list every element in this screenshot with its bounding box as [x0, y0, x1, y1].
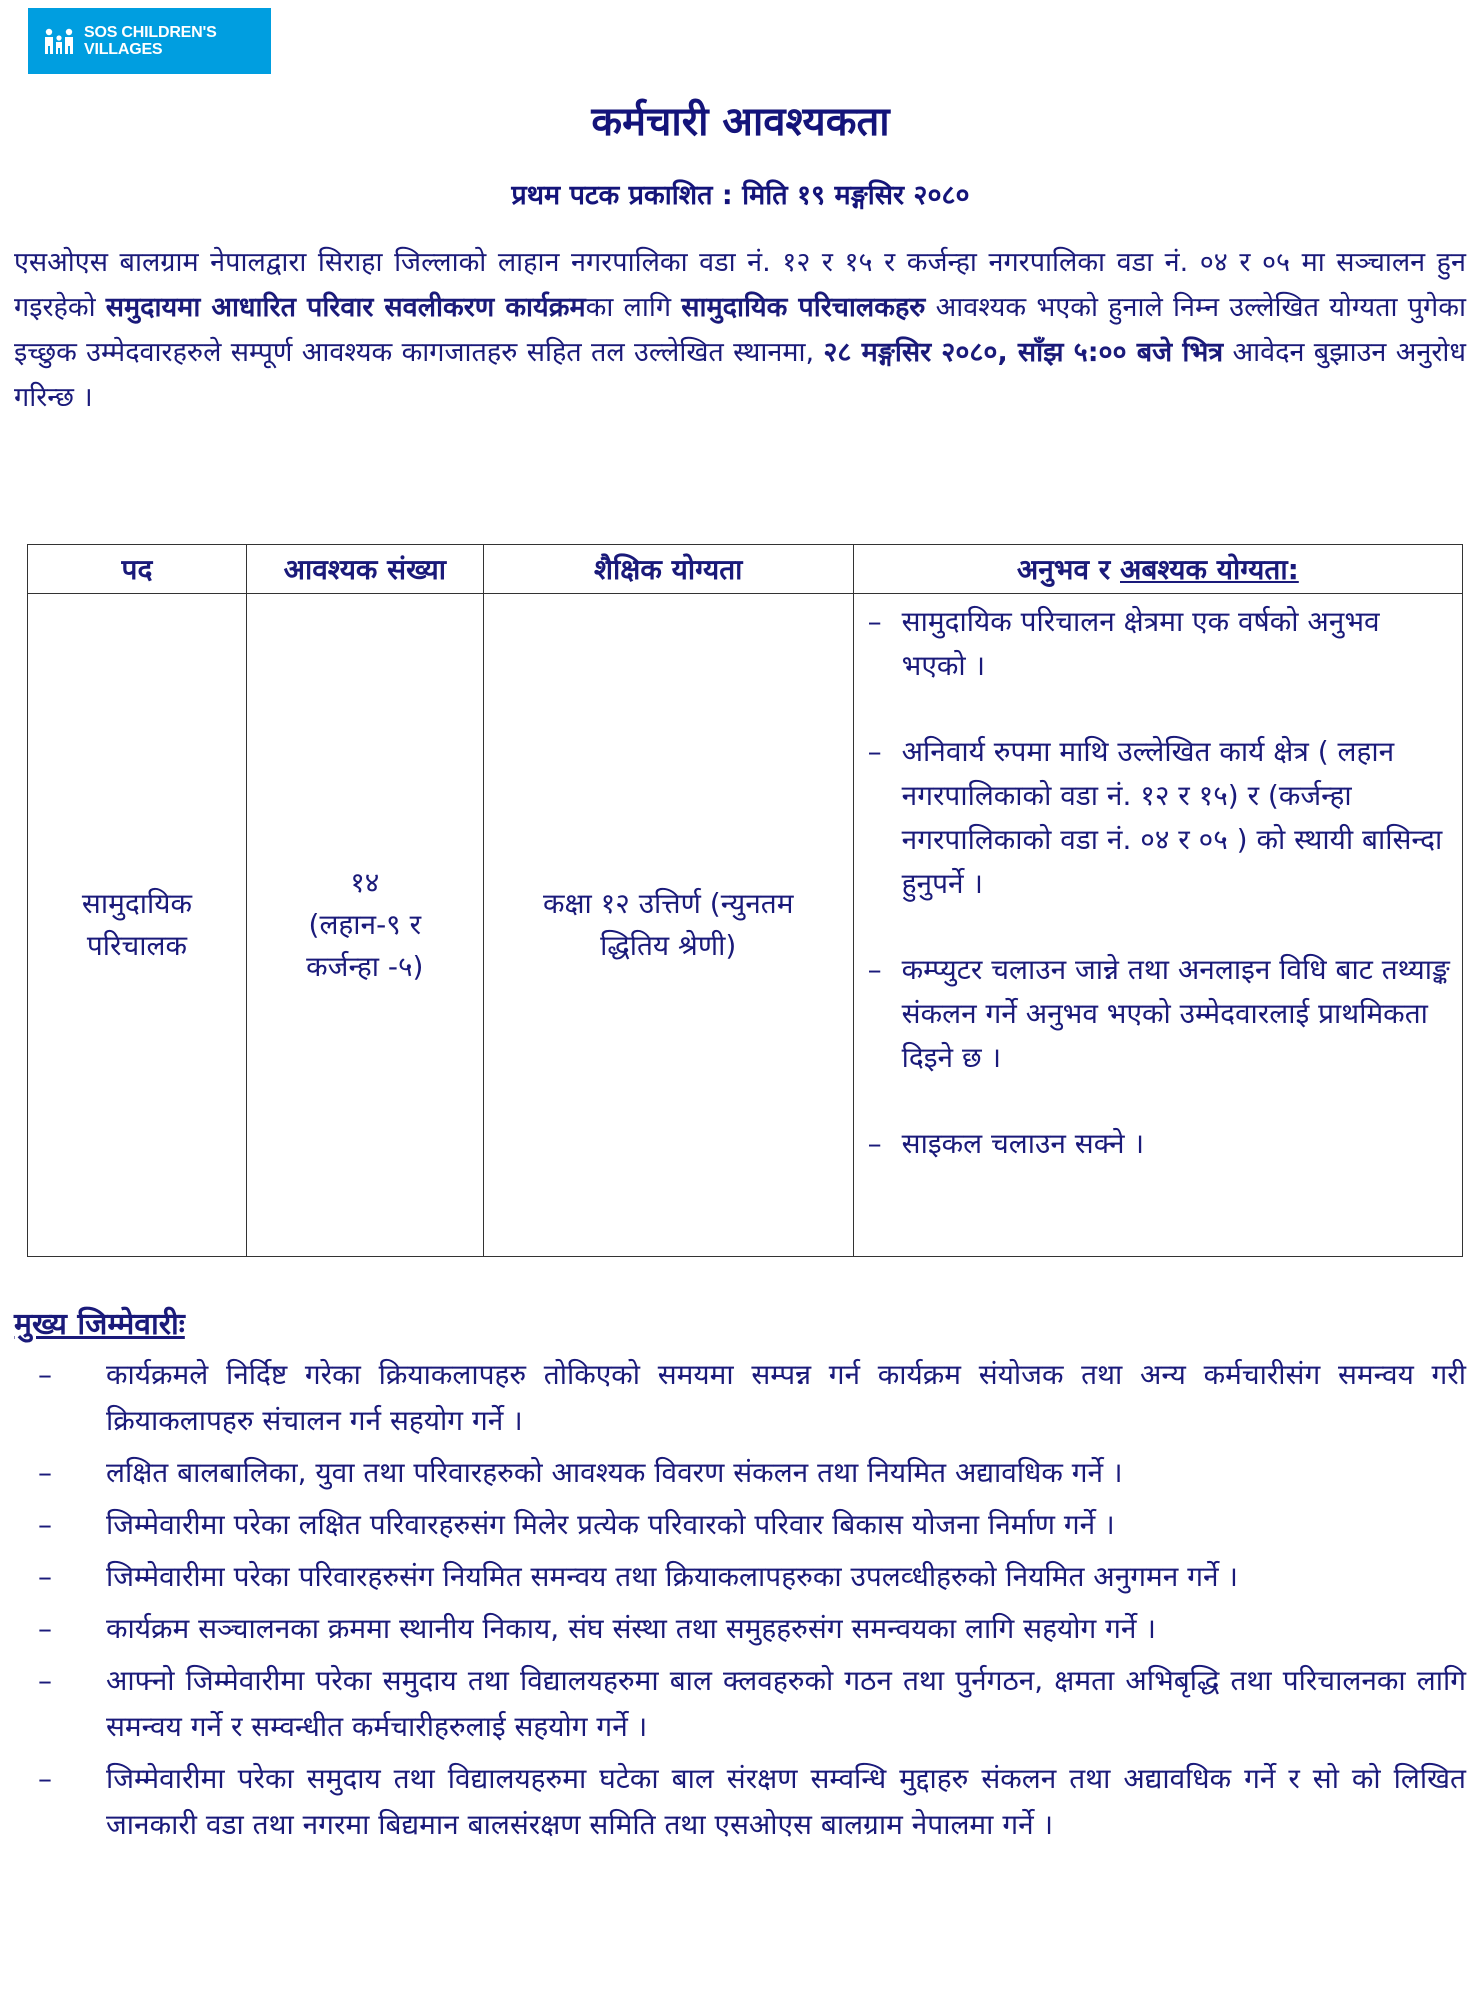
- header-education: शैक्षिक योग्यता: [483, 545, 853, 594]
- list-item: [14, 1658, 1466, 1750]
- responsibilities-heading: मुख्य जिम्मेवारीः: [14, 1307, 185, 1342]
- responsibilities-list: [14, 1352, 1466, 1854]
- responsibility-text: कार्यक्रमले निर्दिष्ट गरेका क्रियाकलापहरु तोकिएको समयमा सम्पन्न गर्न कार्यक्रम संयोजक तथा अन्य कर्मचारीसंग समन्वय गरी क्रियाकलापहरु संचालन गर्न सहयोग गर्ने ।: [106, 1358, 1466, 1437]
- cell-count: [246, 594, 483, 1257]
- intro-text-1: एसओएस बालग्राम नेपालद्वारा सिराहा जिल्लाको लाहान नगरपालिका वडा नं. १२ र १५ र कर्जन्हा नगरपालिका वडा नं. ०४ र ०५ मा सञ्चालन हुन गइरहेको: [14, 247, 1466, 323]
- intro-text-3: आवश्यक भएको हुनाले निम्न उल्लेखित योग्यता पुगेका इच्छुक उम्मेदवारहरुले सम्पूर्ण आवश्यक कागजातहरु सहित तल उल्लेखित स्थानमा,: [14, 292, 1466, 368]
- page-title: कर्मचारी आवश्यकता: [591, 99, 890, 145]
- requirement-text: साइकल चलाउन सक्ने ।: [901, 1127, 1145, 1160]
- dash-marker: –: [38, 1456, 52, 1489]
- dash-marker: –: [38, 1358, 52, 1391]
- requirements-list: [868, 594, 1452, 1166]
- requirement-item: [868, 600, 1452, 688]
- header-count: आवश्यक संख्या: [246, 545, 483, 594]
- cell-post: [28, 594, 247, 1257]
- table-header-row: [28, 545, 1463, 594]
- responsibility-text: जिम्मेवारीमा परेका लक्षित परिवारहरुसंग मिलेर प्रत्येक परिवारको परिवार बिकास योजना निर्माण गर्ने ।: [106, 1508, 1115, 1541]
- vacancy-table: [27, 544, 1463, 1257]
- intro-text-2: का लागि: [585, 292, 682, 323]
- dash-marker: –: [38, 1560, 52, 1593]
- requirement-item: [868, 948, 1452, 1080]
- table-row: [28, 594, 1463, 1257]
- list-item: [14, 1502, 1466, 1548]
- dash-marker: –: [867, 953, 882, 986]
- intro-program-name: समुदायमा आधारित परिवार सवलीकरण कार्यक्रम: [105, 292, 586, 323]
- responsibility-text: जिम्मेवारीमा परेका समुदाय तथा विद्यालयहरुमा घटेका बाल संरक्षण सम्वन्धि मुद्दाहरु संकलन तथा अद्यावधिक गर्ने र सो को लिखित जानकारी वडा तथा नगरमा बिद्यमान बालसंरक्षण समिति तथा एसओएस बालग्राम नेपालमा गर्ने ।: [106, 1762, 1466, 1841]
- logo-wordmark: [84, 24, 217, 58]
- post-name: सामुदायिक परिचालक: [81, 887, 192, 962]
- publication-date: प्रथम पटक प्रकाशित : मिति १९ मङ्गसिर २०८०: [511, 180, 970, 211]
- sos-family-icon: [42, 26, 76, 56]
- intro-position-name: सामुदायिक परिचालकहरु: [681, 292, 926, 323]
- responsibility-text: कार्यक्रम सञ्चालनका क्रममा स्थानीय निकाय, संघ संस्था तथा समुहहरुसंग समन्वयका लागि सहयोग गर्ने ।: [106, 1612, 1156, 1645]
- responsibility-text: आफ्नो जिम्मेवारीमा परेका समुदाय तथा विद्यालयहरुमा बाल क्लवहरुको गठन तथा पुर्नगठन, क्षमता अभिबृद्धि तथा परिचालनका लागि समन्वय गर्ने र सम्वन्धीत कर्मचारीहरुलाई सहयोग गर्ने ।: [106, 1664, 1466, 1743]
- list-item: [14, 1554, 1466, 1600]
- requirement-item: [868, 730, 1452, 906]
- count-total: १४: [350, 866, 380, 899]
- dash-marker: –: [38, 1762, 52, 1795]
- requirement-text: कम्प्युटर चलाउन जान्ने तथा अनलाइन विधि बाट तथ्याङ्क संकलन गर्ने अनुभव भएको उम्मेदवारलाई प्राथमिकता दिइने छ ।: [901, 953, 1450, 1074]
- cell-education: [483, 594, 853, 1257]
- list-item: [14, 1352, 1466, 1444]
- logo-line-1: SOS CHILDREN'S: [84, 24, 217, 41]
- header-experience-part-a: अनुभव र: [1016, 553, 1120, 586]
- cell-requirements: [853, 594, 1462, 1257]
- list-item: [14, 1606, 1466, 1652]
- sos-logo: [28, 8, 271, 74]
- intro-paragraph: [14, 240, 1466, 420]
- header-experience: [853, 545, 1462, 594]
- requirement-text: अनिवार्य रुपमा माथि उल्लेखित कार्य क्षेत्र ( लहान नगरपालिकाको वडा नं. १२ र १५) र (कर्जन्हा नगरपालिकाको वडा नं. ०४ र ०५ ) को स्थायी बासिन्दा हुनुपर्ने ।: [901, 735, 1443, 900]
- header-experience-part-b: अबश्यक योग्यता:: [1120, 553, 1299, 586]
- dash-marker: –: [867, 605, 882, 638]
- dash-marker: –: [38, 1664, 52, 1697]
- header-post: पद: [28, 545, 247, 594]
- list-item: [14, 1756, 1466, 1848]
- count-detail: (लहान-९ र कर्जन्हा -५): [306, 908, 424, 983]
- education-text: कक्षा १२ उत्तिर्ण (न्युनतम द्धितिय श्रेणी): [542, 887, 794, 962]
- responsibility-text: जिम्मेवारीमा परेका परिवारहरुसंग नियमित समन्वय तथा क्रियाकलापहरुका उपलव्धीहरुको नियमित अनुगमन गर्ने ।: [106, 1560, 1239, 1593]
- requirement-item: [868, 1122, 1452, 1166]
- logo-line-2: VILLAGES: [84, 41, 163, 58]
- dash-marker: –: [867, 735, 882, 768]
- dash-marker: –: [38, 1508, 52, 1541]
- requirement-text: सामुदायिक परिचालन क्षेत्रमा एक वर्षको अनुभव भएको ।: [901, 605, 1380, 682]
- dash-marker: –: [867, 1127, 882, 1160]
- intro-deadline: २८ मङ्गसिर २०८०, साँझ ५:०० बजे भित्र: [823, 337, 1224, 368]
- responsibility-text: लक्षित बालबालिका, युवा तथा परिवारहरुको आवश्यक विवरण संकलन तथा नियमित अद्यावधिक गर्ने ।: [106, 1456, 1123, 1489]
- dash-marker: –: [38, 1612, 52, 1645]
- intro-text-4: आवेदन बुझाउन अनुरोध गरिन्छ ।: [14, 337, 1466, 413]
- list-item: [14, 1450, 1466, 1496]
